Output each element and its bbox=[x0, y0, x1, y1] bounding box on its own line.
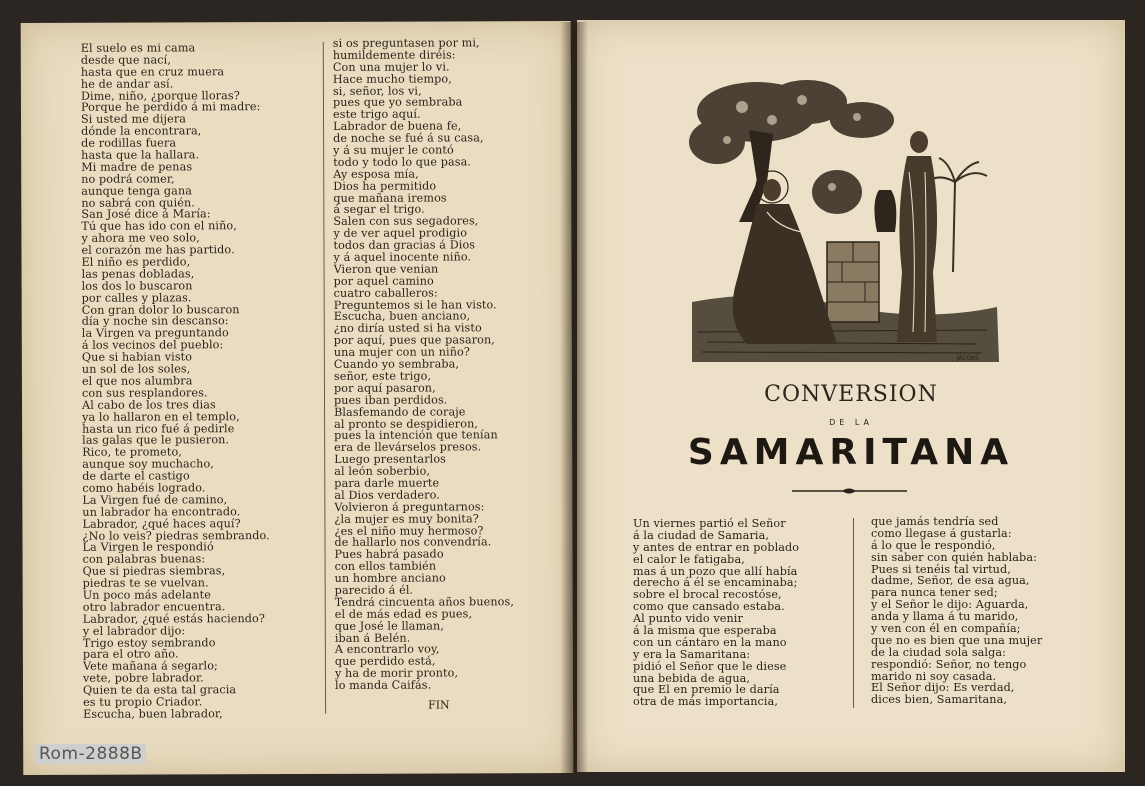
verse-line: Escucha, buen anciano, bbox=[333, 309, 471, 324]
verse-line: pues que yo sembraba bbox=[332, 95, 463, 110]
verse-line: es tu propio Criador. bbox=[83, 695, 203, 709]
verse-line: Volvieron á preguntarnos: bbox=[334, 500, 485, 514]
verse-line: otra de más importancia, bbox=[633, 695, 778, 709]
verse-line: Tú que has ido con el niño, bbox=[81, 219, 237, 234]
verse-line: que no es bien que una mujer bbox=[871, 633, 1043, 647]
verse-line: lo manda Caifás. bbox=[334, 678, 432, 692]
verse-line: pidió el Señor que le diese bbox=[633, 659, 787, 673]
verse-line: á lo que le respondió, bbox=[871, 538, 996, 552]
verse-line: y ven con él en compañía; bbox=[871, 622, 1021, 636]
verse-line: ¿es el niño muy hermoso? bbox=[334, 523, 484, 538]
verse-line: un sol de los soles, bbox=[81, 362, 191, 376]
verse-line: y á su mujer le contó bbox=[333, 143, 454, 157]
verse-line: Dios ha permitido bbox=[333, 179, 437, 193]
verse-line: derecho á él se encaminaba; bbox=[633, 576, 798, 590]
title-conversion: CONVERSION bbox=[764, 382, 938, 407]
verse-line: Pues si tenéis tal virtud, bbox=[871, 562, 1011, 576]
verse-line: A encontrarlo voy, bbox=[334, 642, 440, 657]
verse-line: y antes de entrar en poblado bbox=[633, 540, 800, 554]
verse-line: parecido á él. bbox=[334, 583, 414, 597]
verse-line: un hombre anciano bbox=[334, 571, 446, 585]
verse-line: al Dios verdadero. bbox=[334, 488, 440, 502]
column-divider bbox=[853, 518, 854, 708]
title-samaritana: SAMARITANA bbox=[687, 432, 1015, 473]
verse-line: marido ni soy casada. bbox=[871, 669, 997, 683]
verse-line: dadme, Señor, de esa agua, bbox=[871, 574, 1030, 588]
verse-line: si, señor, los vi, bbox=[332, 84, 422, 98]
verse-line: pues la intención que tenían bbox=[334, 428, 498, 443]
verse-line: la Virgen va preguntando bbox=[81, 326, 229, 341]
verse-line: las penas dobladas, bbox=[81, 267, 195, 281]
title-ornament bbox=[792, 486, 907, 496]
verse-line: como habéis logrado. bbox=[82, 481, 206, 495]
verse-line: ya lo hallaron en el templo, bbox=[82, 409, 240, 424]
verse-line: El Señor dijo: Es verdad, bbox=[871, 681, 1015, 695]
verse-line: La Virgen fué de camino, bbox=[82, 493, 228, 507]
verse-line: Vieron que venian bbox=[333, 262, 439, 276]
verse-line: una bebida de agua, bbox=[633, 671, 751, 685]
verse-line: Quien te da esta tal gracia bbox=[82, 683, 237, 697]
verse-line: el corazón me has partido. bbox=[81, 243, 235, 257]
verse-line: Hace mucho tiempo, bbox=[332, 72, 452, 86]
verse-line: La Virgen le respondió bbox=[82, 540, 214, 555]
verse-line: á los vecinos del pueblo: bbox=[81, 338, 224, 353]
verse-line: al león soberbio, bbox=[334, 464, 431, 478]
verse-line: á la misma que esperaba bbox=[633, 624, 777, 638]
verse-line: he de andar así. bbox=[80, 77, 174, 91]
verse-line: San José dice á María: bbox=[81, 207, 211, 222]
verse-line: y era la Samaritana: bbox=[633, 647, 751, 661]
verse-line: sobre el brocal recostóse, bbox=[633, 588, 782, 602]
verse-line: Labrador, ¿qué estás haciendo? bbox=[82, 611, 266, 626]
illustration-signature: JACOBS bbox=[956, 355, 979, 362]
verse-line: El suelo es mi cama bbox=[80, 41, 196, 55]
verse-line: Tendrá cincuenta años buenos, bbox=[334, 595, 515, 609]
verse-line: este trigo aquí. bbox=[332, 107, 421, 122]
verse-line: Porque he perdido á mi madre: bbox=[80, 100, 261, 115]
verse-line: hasta que en cruz muera bbox=[80, 65, 225, 79]
verse-line: aunque soy muchacho, bbox=[82, 457, 214, 471]
verse-line: Trigo estoy sembrando bbox=[82, 635, 216, 650]
verse-line: El niño es perdido, bbox=[81, 255, 191, 269]
verse-line: Un poco más adelante bbox=[82, 588, 211, 602]
verse-line: iban á Belén. bbox=[334, 631, 411, 645]
verse-line: Salen con sus segadores, bbox=[333, 214, 479, 229]
catalog-label: Rom-2888B bbox=[36, 744, 146, 764]
verse-line: vete, pobre labrador. bbox=[82, 671, 204, 685]
verse-line: Que si piedras siembras, bbox=[82, 564, 226, 578]
verse-line: el de más edad es pues, bbox=[334, 607, 473, 621]
verse-line: Al punto vido venir bbox=[633, 612, 743, 626]
right-column-2 bbox=[871, 516, 1111, 706]
verse-line: el que nos alumbra bbox=[81, 374, 193, 388]
verse-line: y ahora me veo solo, bbox=[81, 231, 200, 246]
verse-line: Vete mañana á segarlo; bbox=[82, 659, 218, 674]
verse-line: dices bien, Samaritana, bbox=[871, 693, 1008, 707]
verse-line: Cuando yo sembraba, bbox=[333, 357, 460, 371]
verse-line: si os preguntasen por mi, bbox=[332, 36, 480, 50]
verse-line: pues iban perdidos. bbox=[333, 393, 448, 407]
end-mark: FIN bbox=[428, 698, 450, 712]
verse-line: de hallarlo nos convendría. bbox=[334, 535, 492, 550]
verse-line: el calor le fatigaba, bbox=[633, 552, 745, 566]
verse-line: desde que nací, bbox=[80, 53, 172, 67]
verse-line: Mi madre de penas bbox=[81, 160, 193, 174]
verse-line: todos dan gracias á Dios bbox=[333, 238, 476, 253]
verse-line: con un cántaro en la mano bbox=[633, 635, 787, 649]
verse-line: respondió: Señor, no tengo bbox=[871, 657, 1027, 671]
verse-line: Con gran dolor lo buscaron bbox=[81, 302, 240, 317]
verse-line: de la ciudad sola salga: bbox=[871, 645, 1007, 659]
verse-line: hasta un rico fué á pedirle bbox=[82, 421, 235, 436]
verse-line: ¿No lo veis? piedras sembrando. bbox=[82, 528, 270, 543]
verse-line: que mañana iremos bbox=[333, 191, 447, 205]
verse-line: los dos lo buscaron bbox=[81, 279, 193, 293]
verse-line: y el Señor le dijo: Aguarda, bbox=[871, 598, 1029, 612]
verse-line: día y noche sin descanso: bbox=[81, 314, 229, 329]
verse-line: de rodillas fuera bbox=[81, 136, 177, 150]
verse-line: cuatro caballeros: bbox=[333, 286, 438, 300]
verse-line: mas á un pozo que allí había bbox=[633, 564, 798, 578]
verse-line: Si usted me dijera bbox=[81, 112, 187, 127]
verse-line: dónde la encontrara, bbox=[81, 124, 202, 138]
verse-line: un labrador ha encontrado. bbox=[82, 504, 241, 519]
verse-line: por aquí pasaron, bbox=[333, 381, 436, 395]
right-column-1 bbox=[633, 518, 863, 708]
verse-line: con ellos también bbox=[334, 559, 437, 574]
verse-line: no sabrá con quién. bbox=[81, 195, 195, 210]
verse-line: Luego presentarlos bbox=[334, 452, 447, 467]
verse-line: para darle muerte bbox=[334, 476, 440, 490]
verse-line: por aquí, pues que pasaron, bbox=[333, 333, 495, 348]
verse-line: Rico, te prometo, bbox=[82, 445, 182, 460]
verse-line: aunque tenga gana bbox=[81, 184, 193, 198]
verse-line: como llegase á gustarla: bbox=[871, 526, 1012, 540]
verse-line: sin saber con quién hablaba: bbox=[871, 550, 1037, 564]
left-page bbox=[21, 21, 574, 775]
verse-line: para nunca tener sed; bbox=[871, 586, 998, 600]
verse-line: Labrador de buena fe, bbox=[333, 119, 462, 134]
verse-line: Ay esposa mía, bbox=[333, 167, 419, 181]
verse-line: era de llevárselos presos. bbox=[334, 440, 482, 455]
verse-line: Con una mujer lo vi. bbox=[332, 60, 450, 74]
left-column-1 bbox=[81, 42, 323, 721]
verse-line: Al cabo de los tres dias bbox=[82, 398, 216, 412]
verse-line: hasta que la hallara. bbox=[81, 148, 200, 162]
verse-line: Preguntemos si le han visto. bbox=[333, 297, 497, 312]
woodcut-illustration bbox=[687, 72, 1007, 362]
verse-line: que jamás tendría sed bbox=[871, 515, 999, 528]
verse-line: señor, este trigo, bbox=[333, 369, 432, 383]
verse-line: humildemente diréis: bbox=[332, 48, 456, 62]
left-column-2 bbox=[333, 37, 575, 692]
verse-line: y ha de morir pronto, bbox=[334, 666, 459, 681]
verse-line: de darte el castigo bbox=[82, 469, 190, 483]
verse-line: Blasfemando de coraje bbox=[334, 405, 466, 419]
verse-line: ¿no diría usted si ha visto bbox=[333, 321, 482, 336]
verse-line: y de ver aquel prodigio bbox=[333, 226, 468, 241]
verse-line: con palabras buenas: bbox=[82, 552, 206, 567]
column-divider bbox=[323, 42, 326, 714]
title-de-la: DE LA bbox=[829, 418, 873, 427]
verse-line: Un viernes partió el Señor bbox=[633, 517, 786, 530]
verse-line: Que si habian visto bbox=[81, 350, 193, 364]
verse-line: como que cansado estaba. bbox=[633, 600, 785, 614]
verse-line: y á aquel inocente niño. bbox=[333, 250, 472, 264]
verse-line: de noche se fué á su casa, bbox=[333, 131, 484, 145]
verse-line: las galas que le pusieron. bbox=[82, 433, 230, 448]
verse-line: ¿la mujer es muy bonita? bbox=[334, 511, 479, 526]
verse-line: anda y llama á tu marido, bbox=[871, 610, 1019, 624]
verse-line: para el otro año. bbox=[82, 647, 179, 662]
book-gutter bbox=[560, 22, 588, 774]
verse-line: con sus resplandores. bbox=[81, 386, 208, 400]
verse-line: piedras te se vuelvan. bbox=[82, 576, 209, 590]
verse-line: al pronto se despidieron, bbox=[334, 416, 479, 431]
verse-line: Escucha, buen labrador, bbox=[83, 707, 223, 721]
verse-line: Dime, niño, ¿porque lloras? bbox=[80, 88, 240, 103]
verse-line: que José le llaman, bbox=[334, 619, 445, 633]
verse-line: no podrá comer, bbox=[81, 172, 175, 186]
verse-line: otro labrador encuentra. bbox=[82, 600, 226, 614]
verse-line: por aquel camino bbox=[333, 274, 434, 288]
verse-line: Pues habrá pasado bbox=[334, 547, 444, 562]
right-page bbox=[577, 20, 1125, 772]
verse-line: todo y todo lo que pasa. bbox=[333, 155, 472, 169]
verse-line: una mujer con un niño? bbox=[333, 345, 470, 360]
verse-line: por calles y plazas. bbox=[81, 291, 192, 305]
verse-line: y el labrador dijo: bbox=[82, 624, 186, 638]
verse-line: Labrador, ¿qué haces aquí? bbox=[82, 516, 241, 531]
verse-line: á la ciudad de Samaria, bbox=[633, 528, 770, 542]
verse-line: que perdido está, bbox=[334, 654, 436, 669]
verse-line: á segar el trigo. bbox=[333, 203, 425, 217]
verse-line: que El en premio le daría bbox=[633, 683, 780, 697]
